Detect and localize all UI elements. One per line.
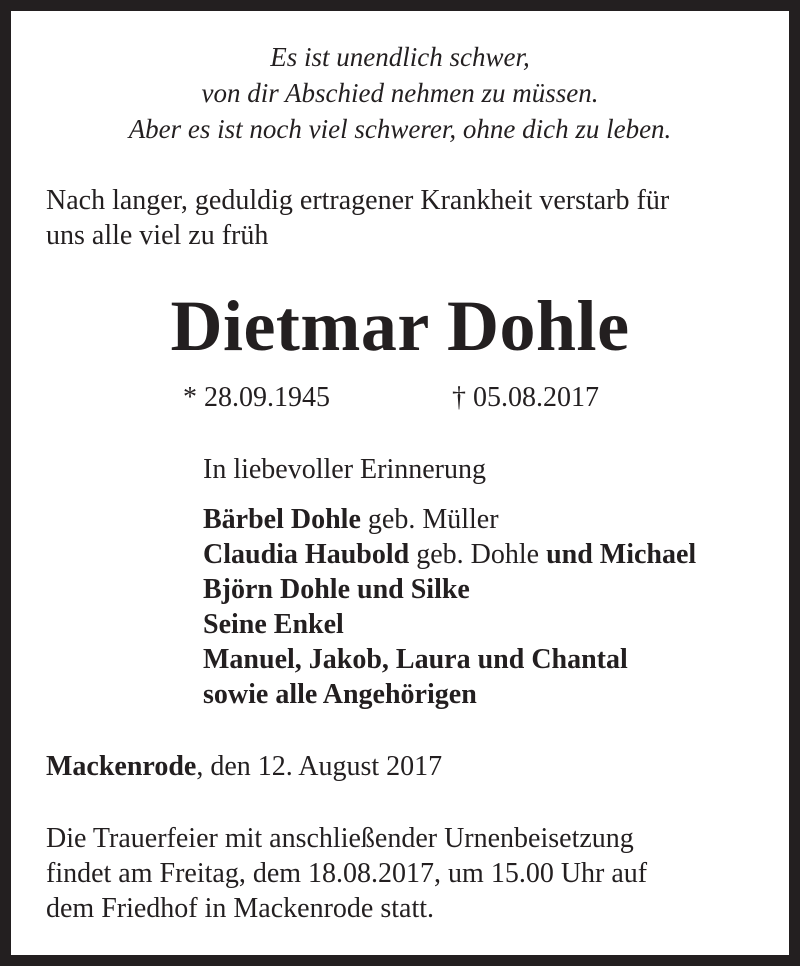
mourner-name: sowie alle Angehörigen [203, 679, 477, 710]
intro-line-2: uns alle viel zu früh [46, 220, 269, 251]
mourner-note: geb. Dohle [409, 539, 540, 570]
mourner-name: Björn Dohle und Silke [203, 574, 470, 605]
intro-line-1: Nach langer, geduldig ertragener Krankheit verstarb für [46, 185, 670, 216]
date: , den 12. August 2017 [196, 751, 443, 782]
mourner-name: Bärbel Dohle [203, 504, 361, 535]
funeral-line-3: dem Friedhof in Mackenrode statt. [46, 893, 435, 924]
place-date [46, 749, 442, 784]
mourner-row-2 [203, 537, 696, 572]
birth-date: * 28.09.1945 [183, 382, 330, 413]
mourner-partner: und Michael [539, 539, 697, 570]
memory-line: In liebevoller Erinnerung [203, 454, 487, 485]
funeral-line-2: findet am Freitag, dem 18.08.2017, um 15.00 Uhr auf [46, 858, 648, 889]
mourner-row-6 [203, 677, 477, 712]
mourner-row-1 [203, 502, 499, 537]
mourner-name: Seine Enkel [203, 609, 344, 640]
deceased-name: Dietmar Dohle [170, 286, 630, 366]
death-date: † 05.08.2017 [452, 382, 599, 413]
mourner-row-5 [203, 642, 628, 677]
mourner-note: geb. Müller [360, 504, 499, 535]
funeral-line-1: Die Trauerfeier mit anschließender Urnenbeisetzung [46, 823, 634, 854]
poem-line-1: Es ist unendlich schwer, [270, 42, 530, 72]
mourner-name: Claudia Haubold [203, 539, 410, 570]
mourner-name: Manuel, Jakob, Laura und Chantal [203, 644, 628, 675]
poem-line-2: von dir Abschied nehmen zu müssen. [201, 78, 599, 108]
mourner-row-4 [203, 607, 344, 642]
place: Mackenrode [46, 751, 197, 782]
poem-line-3: Aber es ist noch viel schwerer, ohne dich zu leben. [128, 114, 672, 144]
mourner-row-3 [203, 572, 470, 607]
